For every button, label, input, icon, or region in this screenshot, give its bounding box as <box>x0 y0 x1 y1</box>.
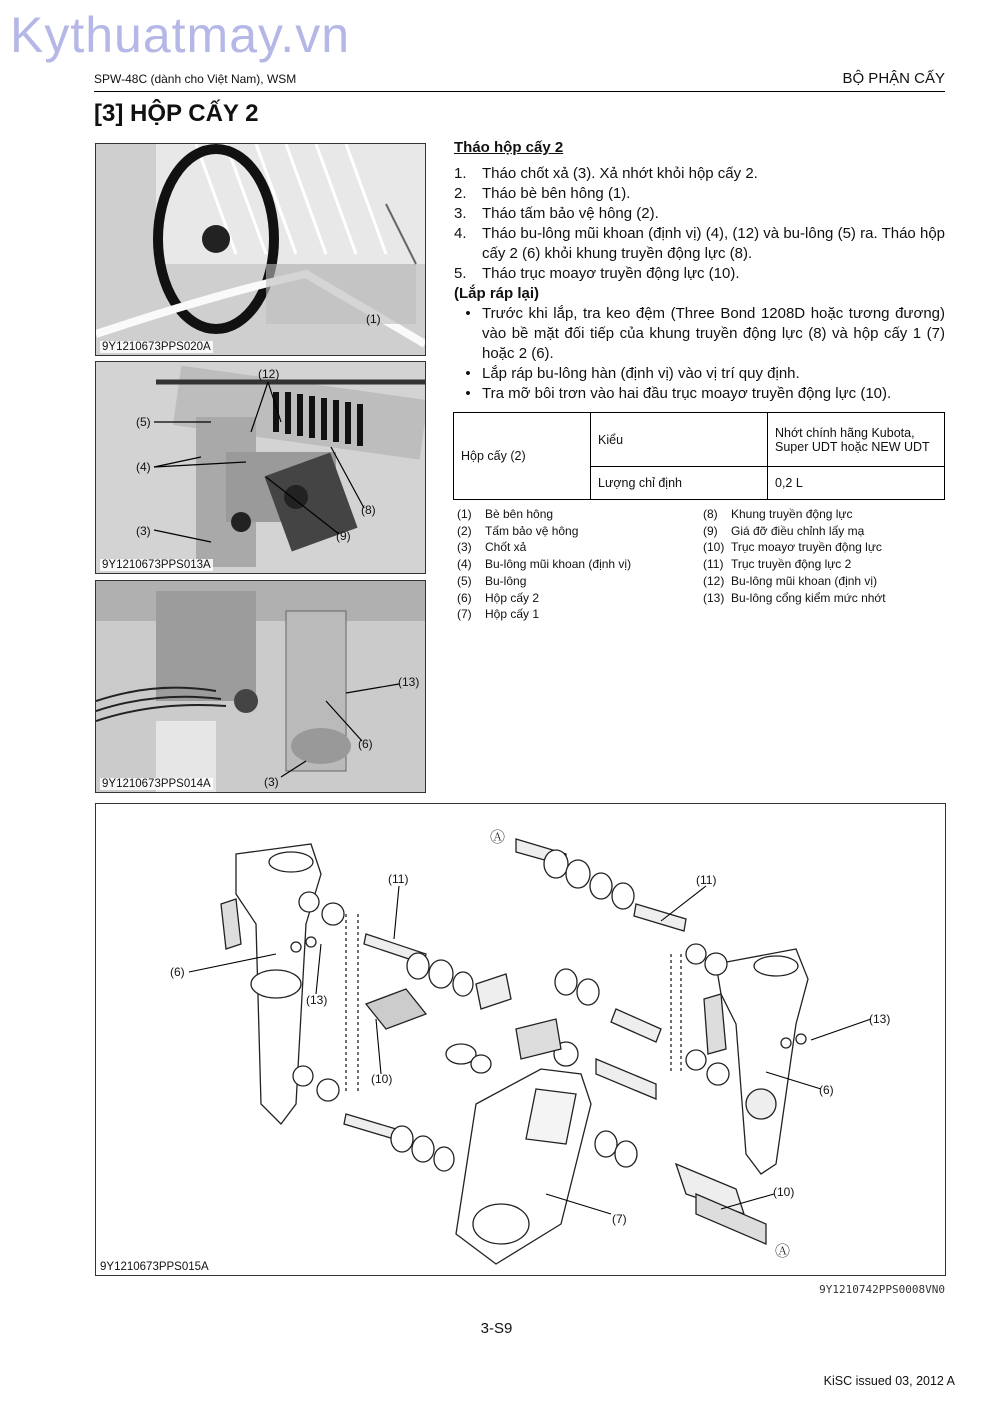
legend-number: (2) <box>457 523 472 538</box>
legend-text: Hộp cấy 2 <box>485 590 540 605</box>
step-text: Tháo trục moayơ truyền động lực (10). <box>482 265 740 282</box>
photo1-caption: 9Y1210673PPS020A <box>102 341 211 353</box>
step <box>454 204 945 224</box>
legend-number: (12) <box>703 573 725 588</box>
legend-item <box>703 506 945 523</box>
diagram-label-7: (7) <box>612 1212 627 1226</box>
legend-text: Trục moayơ truyền động lực <box>731 540 882 555</box>
watermark: Kythuatmay.vn <box>10 7 351 63</box>
legend-number: (4) <box>457 557 472 572</box>
page-number: 3-S9 <box>480 1320 513 1337</box>
legend-number: (11) <box>703 557 724 572</box>
legend-text: Chốt xả <box>485 540 527 555</box>
photo2-label-3: (3) <box>136 524 151 538</box>
legend-item <box>703 556 945 573</box>
photo1-label-1: (1) <box>366 312 381 326</box>
photo3-caption: 9Y1210673PPS014A <box>102 778 211 790</box>
legend-number: (13) <box>703 590 725 605</box>
legend-number: (6) <box>457 590 472 605</box>
diagram-caption: 9Y1210673PPS015A <box>100 1261 209 1273</box>
diagram-label-11-right: (11) <box>696 873 717 887</box>
legend-item <box>457 523 697 540</box>
header-divider <box>94 91 945 92</box>
step-number: 2. <box>454 185 467 202</box>
legend-item <box>703 573 945 590</box>
photo-side-float <box>95 143 426 356</box>
photo2-label-5: (5) <box>136 415 151 429</box>
diagram-label-10-right: (10) <box>773 1185 795 1199</box>
step <box>454 264 945 284</box>
diagram-label-11-left: (11) <box>388 872 409 886</box>
document-code: 9Y1210742PPS0008VN0 <box>819 1283 945 1296</box>
legend-item <box>703 539 945 556</box>
page-title: [3] HỘP CẤY 2 <box>94 100 259 127</box>
legend-text: Bu-lông mũi khoan (định vị) <box>731 573 878 588</box>
legend-text: Bè bên hông <box>485 507 554 521</box>
legend-text: Bu-lông mũi khoan (định vị) <box>485 557 632 572</box>
legend-item <box>703 590 945 607</box>
step-text: Tháo bè bên hông (1). <box>482 185 631 202</box>
legend-item <box>457 606 697 623</box>
diagram-label-A-bottom: Ⓐ <box>775 1243 791 1260</box>
exploded-diagram <box>95 803 946 1276</box>
bullet: • <box>465 305 471 322</box>
bullet: • <box>465 365 471 382</box>
legend-item <box>703 523 945 540</box>
note <box>454 304 945 364</box>
oil-spec-table <box>453 412 945 500</box>
legend-left <box>457 506 697 623</box>
spec-row-header: Hộp cấy (2) <box>454 413 591 500</box>
step-number: 3. <box>454 205 467 222</box>
legend-item <box>457 506 697 523</box>
legend-item <box>457 556 697 573</box>
reassembly-heading: (Lắp ráp lại) <box>454 285 540 302</box>
photo2-label-4: (4) <box>136 460 151 474</box>
step <box>454 164 945 184</box>
legend-text: Trục truyền động lực 2 <box>731 557 852 572</box>
photo3-label-3: (3) <box>264 775 279 789</box>
note <box>454 364 945 384</box>
note-text: Lắp ráp bu-lông hàn (định vị) vào vị trí quy định. <box>482 365 800 382</box>
bullet: • <box>465 385 471 402</box>
legend-item <box>457 573 697 590</box>
photo2-caption: 9Y1210673PPS013A <box>102 559 211 571</box>
legend-text: Khung truyền động lực <box>731 507 853 521</box>
note-text: Tra mỡ bôi trơn vào hai đầu trục moayơ truyền động lực (10). <box>482 385 892 402</box>
legend-number: (7) <box>457 607 472 622</box>
legend-text: Giá đỡ điều chỉnh lấy mạ <box>731 523 865 538</box>
step <box>454 224 945 264</box>
header-section: BỘ PHẬN CẤY <box>842 70 945 87</box>
procedure-heading: Tháo hộp cấy 2 <box>454 139 564 156</box>
photo2-label-12: (12) <box>258 367 280 381</box>
issue-note: KiSC issued 03, 2012 A <box>823 1374 955 1388</box>
exploded-view-drawing <box>96 804 945 1275</box>
diagram-label-A-top: Ⓐ <box>490 829 506 846</box>
spec-value-type: Nhớt chính hãng Kubota, Super UDT hoặc NEW UDT <box>768 413 945 467</box>
diagram-label-13-left: (13) <box>306 993 328 1007</box>
procedure-text <box>454 138 945 404</box>
header-model: SPW-48C (dành cho Việt Nam), WSM <box>94 72 297 86</box>
diagram-label-6-right: (6) <box>819 1083 834 1097</box>
note-text: Trước khi lắp, tra keo đệm (Three Bond 1208D hoặc tương đương) vào bề mặt đối tiếp của khung truyền động lực (8) và hộp cấy 1 (7) hoặc 2 (6). <box>482 305 945 362</box>
legend-number: (1) <box>457 507 472 521</box>
legend-item <box>457 539 697 556</box>
photo3-label-6: (6) <box>358 737 373 751</box>
step-number: 1. <box>454 165 467 182</box>
step-text: Tháo tấm bảo vệ hông (2). <box>482 205 659 222</box>
legend-text: Bu-lông cổng kiểm mức nhớt <box>731 590 886 605</box>
legend-number: (5) <box>457 573 472 588</box>
photo2-label-8: (8) <box>361 503 376 517</box>
legend-item <box>457 590 697 607</box>
legend-text: Hộp cấy 1 <box>485 607 540 622</box>
photo3-label-13: (13) <box>398 675 420 689</box>
photo2-leaders <box>96 362 425 573</box>
step-number: 4. <box>454 225 467 242</box>
diagram-label-13-right: (13) <box>869 1012 891 1026</box>
spec-label-quantity: Lượng chỉ định <box>591 467 768 500</box>
spec-value-quantity: 0,2 L <box>768 467 945 500</box>
diagram-label-10-left: (10) <box>371 1072 393 1086</box>
photo-planting-case-bolts <box>95 361 426 574</box>
legend-text: Bu-lông <box>485 573 527 588</box>
step-text: Tháo bu-lông mũi khoan (định vị) (4), (12) và bu-lông (5) ra. Tháo hộp cấy 2 (6) khỏi khung truyền động lực (8). <box>482 225 945 262</box>
step <box>454 184 945 204</box>
legend-text: Tấm bảo vệ hông <box>485 523 579 538</box>
note <box>454 384 945 404</box>
spec-label-type: Kiểu <box>591 413 768 467</box>
step-number: 5. <box>454 265 467 282</box>
legend-right <box>703 506 945 606</box>
legend-number: (3) <box>457 540 472 555</box>
photo2-label-9: (9) <box>336 529 351 543</box>
legend-number: (10) <box>703 540 725 555</box>
legend-number: (8) <box>703 507 718 521</box>
photo-planting-case-removed <box>95 580 426 793</box>
photo3-leaders <box>96 581 425 792</box>
diagram-label-6-left: (6) <box>170 965 185 979</box>
step-text: Tháo chốt xả (3). Xả nhớt khỏi hộp cấy 2. <box>482 165 758 182</box>
legend-number: (9) <box>703 523 718 538</box>
